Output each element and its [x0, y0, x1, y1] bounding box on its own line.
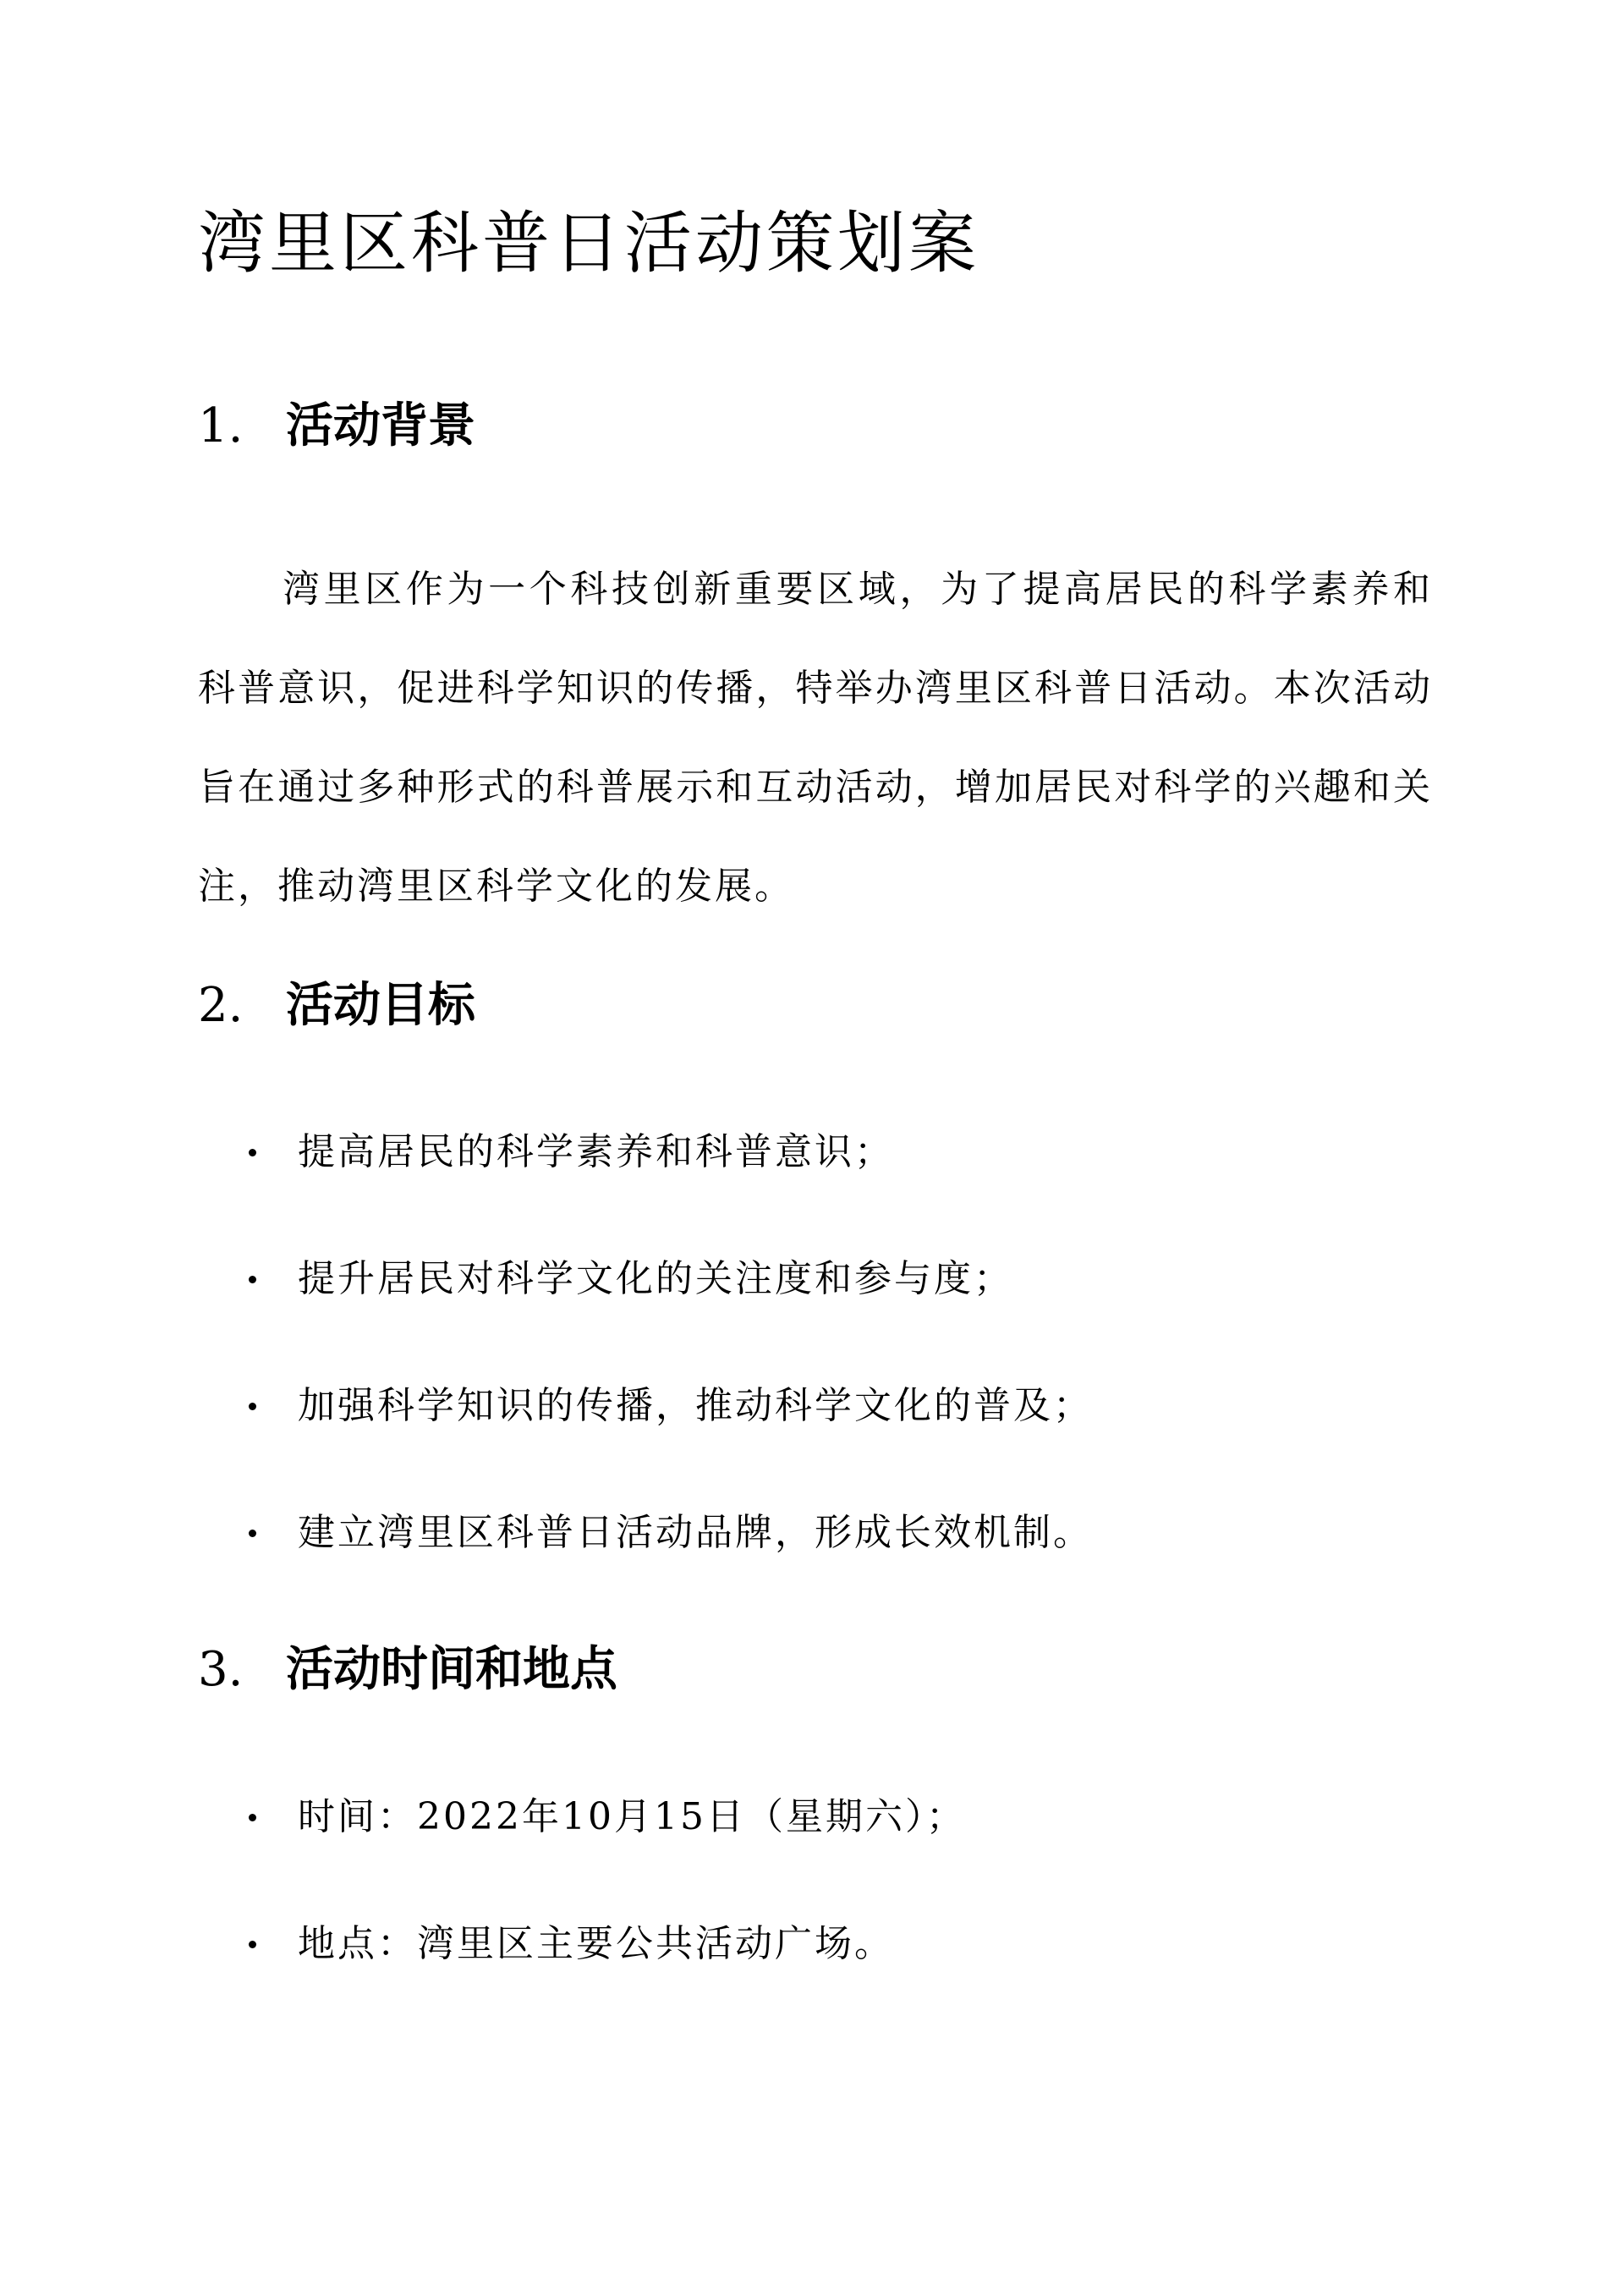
time-place-list [198, 1783, 1433, 2037]
bullet-icon [249, 1403, 256, 1410]
list-item [198, 1372, 1433, 1499]
section-title: 活动目标 [286, 977, 475, 1033]
list-item-text: 加强科学知识的传播，推动科学文化的普及； [298, 1384, 1093, 1427]
section-number: 1. [198, 398, 244, 453]
section-heading-time-place [198, 1641, 617, 1698]
list-item-text: 提高居民的科学素养和科普意识； [298, 1130, 894, 1173]
list-item-text: 建立湾里区科普日活动品牌，形成长效机制。 [298, 1511, 1093, 1554]
section-heading-background [198, 398, 475, 454]
list-item [198, 1499, 1433, 1626]
section-number: 2. [198, 978, 244, 1033]
list-item [198, 1910, 1433, 2037]
bullet-icon [249, 1276, 256, 1283]
list-item-text: 时间：2022年10月15日（星期六）； [298, 1795, 966, 1838]
goals-list [198, 1118, 1433, 1626]
bullet-icon [249, 1149, 256, 1156]
document-title: 湾里区科普日活动策划案 [198, 204, 979, 283]
section-heading-goals [198, 977, 475, 1034]
section-title: 活动时间和地点 [286, 1641, 617, 1697]
section-number: 3. [198, 1642, 244, 1697]
bullet-icon [249, 1814, 256, 1821]
list-item [198, 1783, 1433, 1910]
bullet-icon [249, 1530, 256, 1537]
list-item [198, 1118, 1433, 1245]
background-paragraph: 湾里区作为一个科技创新重要区域，为了提高居民的科学素养和科普意识，促进科学知识的传播，特举办湾里区科普日活动。本次活动旨在通过多种形式的科普展示和互动活动，增加居民对科学的兴趣和关注，推动湾里区科学文化的发展。 [198, 568, 1433, 908]
list-item [198, 1245, 1433, 1372]
section-title: 活动背景 [286, 398, 475, 453]
bullet-icon [249, 1941, 256, 1948]
list-item-text: 提升居民对科学文化的关注度和参与度； [298, 1257, 1013, 1300]
list-item-text: 地点：湾里区主要公共活动广场。 [298, 1922, 894, 1965]
